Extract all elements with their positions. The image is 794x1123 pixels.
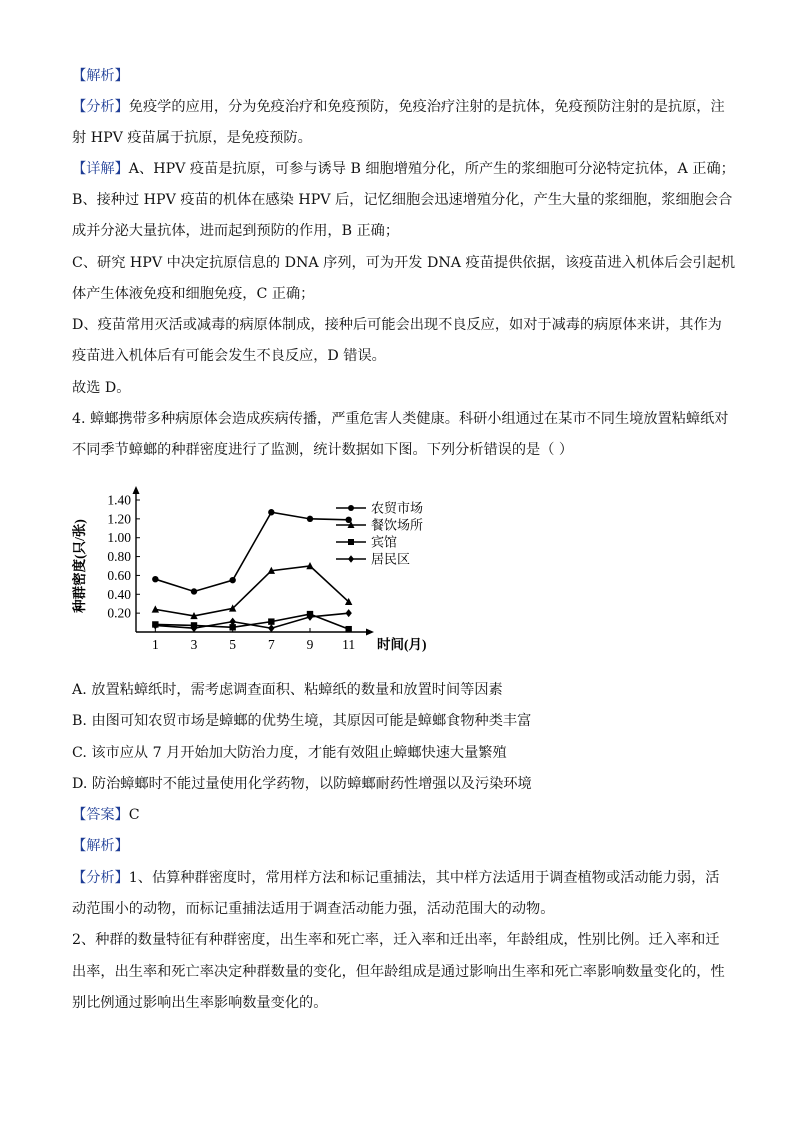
detail-text-line: 体产生体液免疫和细胞免疫，C 正确；	[72, 286, 315, 302]
x-tick-label: 1	[151, 637, 159, 652]
x-axis-label: 时间(月)	[377, 637, 427, 652]
option-a: A. 放置粘蟑纸时，需考虑调查面积、粘蟑纸的数量和放置时间等因素	[72, 682, 503, 698]
analysis-text-line: 射 HPV 疫苗属于抗原，是免疫预防。	[72, 130, 312, 146]
detail-text-line: 疫苗进入机体后有可能会发生不良反应，D 错误。	[72, 348, 386, 364]
conclusion-text: 故选 D。	[72, 380, 131, 396]
analysis-text-line: 出率，出生率和死亡率决定种群数量的变化，但年龄组成是通过影响出生率和死亡率影响数量变化的，性	[72, 964, 725, 980]
detail-text-line: C、研究 HPV 中决定抗原信息的 DNA 序列，可为开发 DNA 疫苗提供依据，该疫苗进入机体后会引起机	[72, 255, 736, 271]
analysis-paragraph-line	[72, 868, 732, 888]
x-tick-label: 5	[229, 637, 237, 652]
data-point	[345, 609, 351, 617]
analysis-text-line: 2、种群的数量特征有种群密度，出生率和死亡率，迁入率和迁出率，年龄组成，性别比例。迁入率和迁	[72, 932, 720, 948]
question-stem-line: 不同季节蟑螂的种群密度进行了监测，统计数据如下图。下列分析错误的是（ ）	[72, 442, 574, 458]
y-tick-label: 0.20	[107, 605, 131, 621]
analysis-text: 免疫学的应用，分为免疫治疗和免疫预防，免疫治疗注射的是抗体，免疫预防注射的是抗原，注	[128, 99, 725, 115]
legend-label: 居民区	[371, 551, 411, 567]
y-axis-label: 种群密度(只/张)	[72, 519, 87, 613]
x-axis-arrow	[366, 629, 374, 636]
answer-line	[72, 805, 732, 825]
x-tick-label: 11	[342, 637, 356, 652]
analysis-tag: 【分析】	[72, 870, 129, 886]
detail-text-line: 成并分泌大量抗体，进而起到预防的作用，B 正确；	[72, 223, 400, 239]
y-axis-arrow	[133, 486, 140, 494]
series-line-0	[155, 512, 348, 591]
series-line-1	[155, 566, 348, 616]
data-point	[268, 618, 274, 624]
data-point	[307, 516, 313, 522]
analysis-text: 1、估算种群密度时，常用样方法和标记重捕法，其中样方法适用于调查植物或活动能力弱，活	[128, 870, 720, 886]
y-tick-label: 0.40	[107, 586, 131, 602]
detail-text-line: D、疫苗常用灭活或减毒的病原体制成，接种后可能会出现不良反应，如对于减毒的病原体来讲，其作为	[72, 317, 722, 333]
option-d: D. 防治蟑螂时不能过量使用化学药物，以防蟑螂耐药性增强以及污染环境	[72, 776, 532, 792]
y-tick-label: 1.20	[107, 511, 131, 527]
detail-paragraph-line	[72, 159, 735, 179]
series-line-3	[155, 613, 348, 628]
data-point	[229, 577, 235, 583]
data-point	[268, 509, 274, 515]
legend-marker	[348, 505, 354, 511]
analysis-paragraph-line	[72, 97, 732, 117]
detail-text-line: B、接种过 HPV 疫苗的机体在感染 HPV 后，记忆细胞会迅速增殖分化，产生大量的浆细胞，浆细胞会合	[72, 192, 733, 208]
answer-tag: 【答案】	[72, 807, 129, 823]
legend-label: 餐饮场所	[371, 517, 424, 533]
option-c: C. 该市应从 7 月开始加大防治力度，才能有效阻止蟑螂快速大量繁殖	[72, 745, 507, 761]
option-b: B. 由图可知农贸市场是蟑螂的优势生境，其原因可能是蟑螂食物种类丰富	[72, 713, 532, 729]
legend-label: 农贸市场	[371, 500, 424, 516]
detail-tag: 【详解】	[72, 161, 129, 177]
analysis-text-line: 别比例通过影响出生率影响数量变化的。	[72, 995, 328, 1011]
x-tick-label: 9	[306, 637, 314, 652]
data-point	[191, 588, 197, 594]
y-tick-label: 1.40	[107, 492, 131, 508]
data-point	[345, 626, 351, 632]
section-header-jiexi: 【解析】	[72, 68, 129, 84]
x-tick-label: 3	[190, 637, 198, 652]
analysis-tag: 【分析】	[72, 99, 129, 115]
section-header-jiexi: 【解析】	[72, 838, 129, 854]
answer-value: C	[128, 807, 140, 823]
legend-label: 宾馆	[371, 534, 398, 550]
detail-text: A、HPV 疫苗是抗原，可参与诱导 B 细胞增殖分化，所产生的浆细胞可分泌特定抗体，A 正确；	[128, 161, 735, 177]
data-point	[152, 576, 158, 582]
y-tick-label: 0.60	[107, 567, 131, 583]
y-tick-label: 0.80	[107, 549, 131, 565]
question-stem-line: 4. 蟑螂携带多种病原体会造成疾病传播，严重危害人类健康。科研小组通过在某市不同生境放置粘蟑纸对	[72, 411, 729, 427]
population-density-chart	[68, 482, 448, 662]
legend-marker	[348, 555, 354, 563]
analysis-text-line: 动范围小的动物，而标记重捕法适用于调查活动能力强，活动范围大的动物。	[72, 901, 555, 917]
y-tick-label: 1.00	[107, 530, 131, 546]
data-point	[152, 605, 159, 612]
x-tick-label: 7	[267, 637, 275, 652]
data-point	[268, 624, 274, 632]
legend-marker	[348, 539, 354, 545]
